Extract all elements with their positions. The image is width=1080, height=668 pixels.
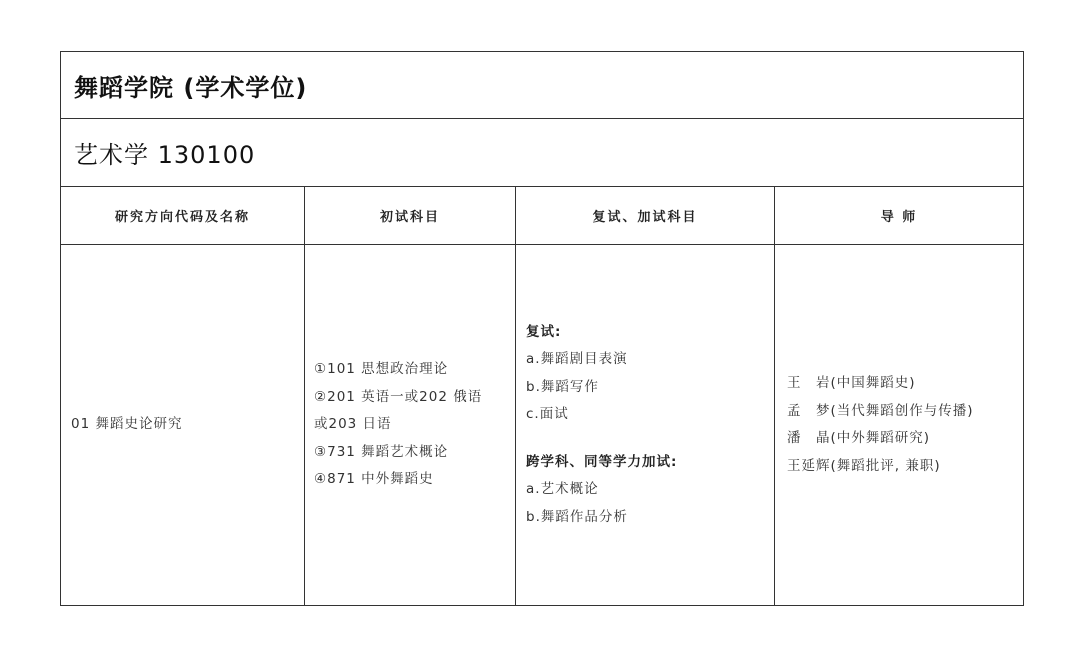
header-retest-cell xyxy=(516,187,775,244)
header-direction: 研究方向代码及名称 xyxy=(114,210,250,225)
header-supervisor: 导 师 xyxy=(880,210,918,225)
supervisor-item: 王 岩(中国舞蹈史) xyxy=(787,375,916,391)
program-table xyxy=(60,51,1024,606)
retest-item: b.舞蹈写作 xyxy=(526,378,599,395)
section-spacer xyxy=(526,429,677,449)
retest-item: c.面试 xyxy=(526,406,569,423)
initial-exam-item: 或203 日语 xyxy=(314,416,392,433)
header-direction-cell xyxy=(61,187,305,244)
supervisor-item: 王延辉(舞蹈批评, 兼职) xyxy=(787,457,941,474)
retest-item: a.舞蹈剧目表演 xyxy=(526,351,628,368)
college-title: 舞蹈学院 (学术学位) xyxy=(74,73,308,102)
header-initial-exam-cell xyxy=(305,187,516,244)
retest-cell xyxy=(516,245,775,605)
initial-exam-item: ①101 思想政治理论 xyxy=(314,361,449,378)
initial-exam-cell xyxy=(305,245,516,605)
retest-heading: 复试: xyxy=(526,323,562,340)
extra-exam-item: a.艺术概论 xyxy=(526,481,599,498)
initial-exam-item: ④871 中外舞蹈史 xyxy=(314,471,434,488)
extra-exam-heading: 跨学科、同等学力加试: xyxy=(526,453,678,470)
initial-exam-item: ③731 舞蹈艺术概论 xyxy=(314,443,449,460)
table-row xyxy=(61,245,1023,605)
subject-row xyxy=(61,119,1023,187)
column-header-row xyxy=(61,187,1023,245)
supervisor-cell xyxy=(775,245,1023,605)
header-supervisor-cell xyxy=(775,187,1023,244)
supervisor-item: 潘 晶(中外舞蹈研究) xyxy=(787,430,931,446)
header-retest: 复试、加试科目 xyxy=(592,210,698,225)
extra-exam-item: b.舞蹈作品分析 xyxy=(526,508,628,525)
direction-cell xyxy=(61,245,305,605)
initial-exam-item: ②201 英语一或202 俄语 xyxy=(314,388,483,405)
header-initial-exam: 初试科目 xyxy=(379,210,440,225)
direction-text: 01 舞蹈史论研究 xyxy=(71,416,183,433)
subject-title: 艺术学 130100 xyxy=(74,141,256,169)
supervisor-item: 孟 梦(当代舞蹈创作与传播) xyxy=(787,402,974,419)
college-title-row xyxy=(61,52,1023,119)
